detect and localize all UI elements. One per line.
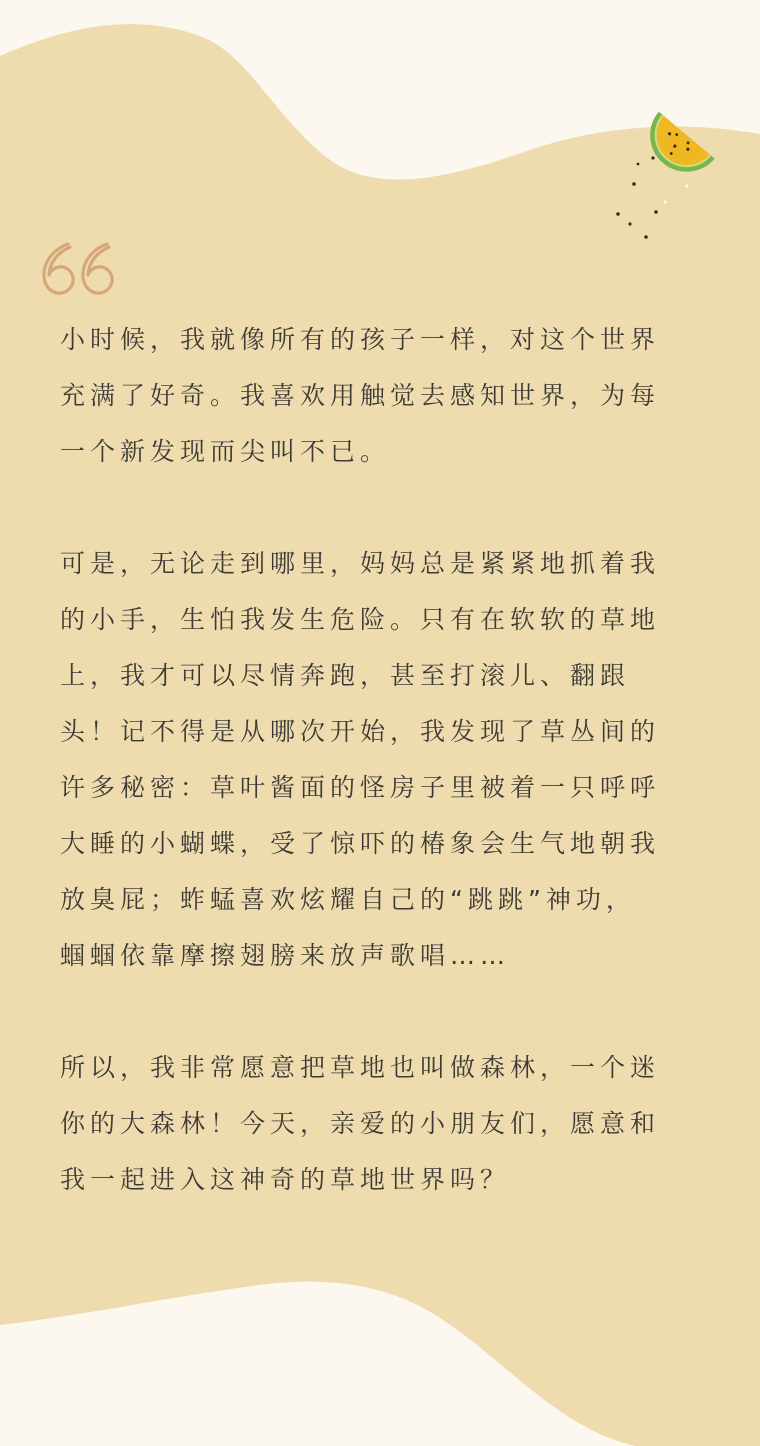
paragraph-2: 可是，无论走到哪里，妈妈总是紧紧地抓着我 的小手，生怕我发生危险。只有在软软的草地 上，我才可以尽情奔跑，甚至打滚儿、翻跟 头！记不得是从哪次开始，我发现了草丛间的 许多秘密：草叶酱面的怪房子里被着一只呼呼 大睡的小蝴蝶，受了惊吓的椿象会生气地朝我 放臭屁；蚱蜢喜欢炫耀自己的“跳跳”神功， 蝈蝈依靠摩擦翅膀来放声歌唱…… (60, 549, 661, 970)
story-text (60, 312, 705, 1208)
watermelon-slice-icon (608, 100, 738, 250)
double-open-quote-icon (38, 238, 120, 298)
paragraph-3: 所以，我非常愿意把草地也叫做森林，一个迷 你的大森林！今天，亲爱的小朋友们，愿意和 我一起进入这神奇的草地世界吗？ (60, 1053, 661, 1194)
paragraph-1: 小时候，我就像所有的孩子一样，对这个世界 充满了好奇。我喜欢用触觉去感知世界，为每 一个新发现而尖叫不已。 (60, 325, 661, 466)
